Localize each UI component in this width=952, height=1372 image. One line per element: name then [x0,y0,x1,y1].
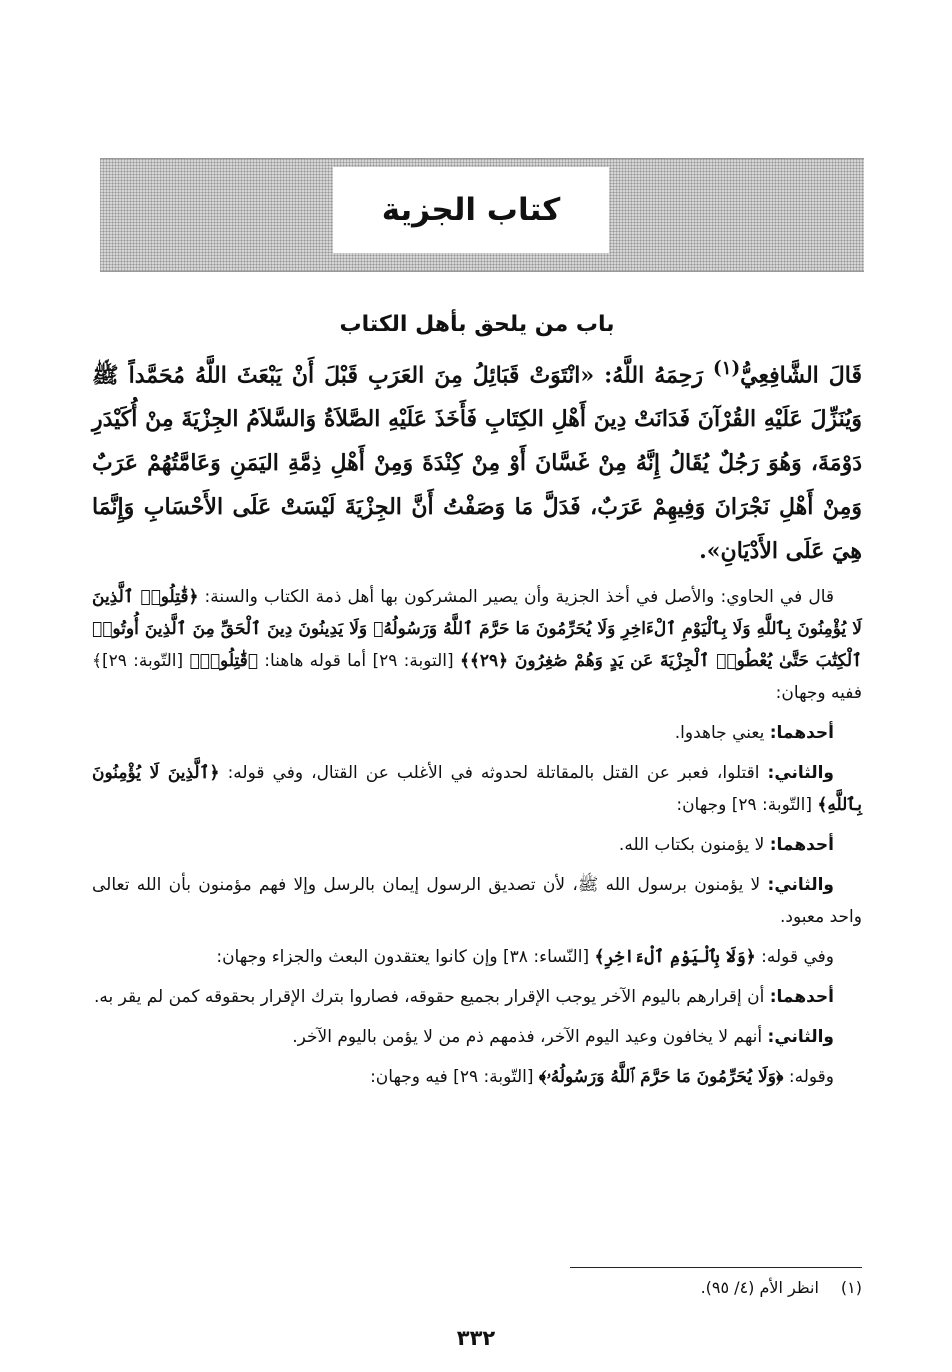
forbidden-paragraph [92,1061,862,1093]
paragraph-text: [التّوبة: ٢٩] فيه وجهان: [370,1067,539,1088]
hawi-paragraph [92,581,862,709]
quran-verse: ﴿وَلَا يُحَرِّمُونَ مَا حَرَّمَ ٱللَّهُ وَرَسُولُهُۥ﴾ [538,1067,784,1088]
term-label: والثاني: [767,875,834,896]
quran-verse: ﴿قَٰتِلُوا۟﴾ [189,651,258,672]
term-label: والثاني: [767,1027,834,1048]
paragraph-text: لا يؤمنون برسول الله ﷺ، لأن تصديق الرسول إيمان بالرسل وإلا فهم مؤمنون بأن الله تعالى واحد معبود. [92,875,862,928]
paragraph-text: وفي قوله: [755,947,834,968]
page-body [92,312,862,1101]
paragraph-text: لا يؤمنون بكتاب الله. [618,835,770,856]
paragraph-text: [التّوبة: ٢٩] وجهان: [676,795,818,816]
term-label: أحدهما: [769,835,834,856]
footnote [560,1278,862,1297]
term-label: أحدهما: [769,987,834,1008]
paragraph-text: [النّساء: ٣٨] وإن كانوا يعتقدون البعث والجزاء وجهان: [216,947,595,968]
quran-verse: ﴿وَلَا بِٱلْيَوْمِ ٱلْءَاخِرِ﴾ [594,947,756,968]
second-view-paragraph [92,869,862,933]
chapter-title-box [333,167,609,253]
paragraph-text: اقتلوا، فعبر عن القتل بالمقاتلة لحدوثه في الأغلب عن القتال، وفي قوله: [219,763,768,784]
shafii-quote [92,347,862,573]
hawi-text-1: قال في الحاوي: والأصل في أخذ الجزية وأن يصير المشركون بها أهل ذمة الكتاب والسنة: [198,587,834,608]
last-day-paragraph [92,941,862,973]
footnote-marker: (١) [712,358,741,379]
quote-speaker: قَالَ الشَّافِعِيُّ [740,362,862,389]
footnote-number: (١) [840,1278,862,1297]
first-view-paragraph [92,717,862,749]
footnote-divider [570,1267,862,1268]
paragraph-text: وقوله: [783,1067,834,1088]
paragraph-text: يعني جاهدوا. [674,723,770,744]
paragraph-text: أن إقرارهم باليوم الآخر يوجب الإقرار بجميع حقوقه، فصاروا بترك الإقرار بحقوقه كمن لم يقر به. [93,987,770,1008]
page-number: ٣٣٢ [456,1326,496,1350]
footnote-text: انظر الأم (٤/ ٩٥). [700,1278,819,1297]
first-view-paragraph [92,829,862,861]
term-label: والثاني: [767,763,834,784]
hawi-text-3: [التّوبة: ٢٩]﴾ ففيه وجهان: [92,651,862,704]
chapter-title: كتاب الجزية [381,192,561,228]
quran-verse: ﴿قَٰتِلُوا۟ ٱلَّذِينَ لَا يُؤْمِنُونَ بِٱللَّهِ وَلَا بِٱلْيَوْمِ ٱلْءَاخِرِ وَلَا يُحَرِّمُونَ مَا حَرَّمَ ٱللَّهُ وَرَسُولُهُۥ وَلَا يَدِينُونَ دِينَ ٱلْحَقِّ مِنَ ٱلَّذِينَ أُوتُوا۟ ٱلْكِتَٰبَ حَتَّىٰ يُعْطُوا۟ ٱلْجِزْيَةَ عَن يَدٍ وَهُمْ صَٰغِرُونَ ﴿٢٩﴾﴾ [92,587,862,672]
quote-text: رَحِمَهُ اللَّهُ: «انْتَوَتْ قَبَائِلُ مِنَ العَرَبِ قَبْلَ أَنْ يَبْعَثَ اللَّهُ مُحَمَّداً ﷺ وَيُنَزِّلَ عَلَيْهِ القُرْآنَ فَدَانَتْ دِينَ أَهْلِ الكِتَابِ فَأَخَذَ عَلَيْهِ الصَّلاَةُ وَالسَّلاَمُ الجِزْيَةَ مِنْ أُكَيْدَرِ دَوْمَةَ، وَهُوَ رَجُلٌ يُقَالُ إِنَّهُ مِنْ غَسَّانَ أَوْ مِنْ كِنْدَةَ وَمِنْ أَهْلِ ذِمَّةِ اليَمَنِ وَعَامَّتُهُمْ عَرَبٌ وَمِنْ أَهْلِ نَجْرَانَ وَفِيهِمْ عَرَبٌ، فَدَلَّ مَا وَصَفْتُ أَنَّ الجِزْيَةَ لَيْسَتْ عَلَى الأَحْسَابِ وَإِنَّمَا هِيَ عَلَى الأَدْيَانِ». [92,362,863,565]
first-view-paragraph [92,981,862,1013]
second-view-paragraph [92,757,862,821]
paragraph-text: أنهم لا يخافون وعيد اليوم الآخر، فذمهم ذم من لا يؤمن باليوم الآخر. [292,1027,768,1048]
term-label: أحدهما: [769,723,834,744]
second-view-paragraph [92,1021,862,1053]
hawi-text-2: [التوبة: ٢٩] أما قوله هاهنا: [257,651,460,672]
quran-verse: ﴿ٱلَّذِينَ لَا يُؤْمِنُونَ بِٱللَّهِ﴾ [92,763,862,816]
section-heading: باب من يلحق بأهل الكتاب [339,312,615,337]
